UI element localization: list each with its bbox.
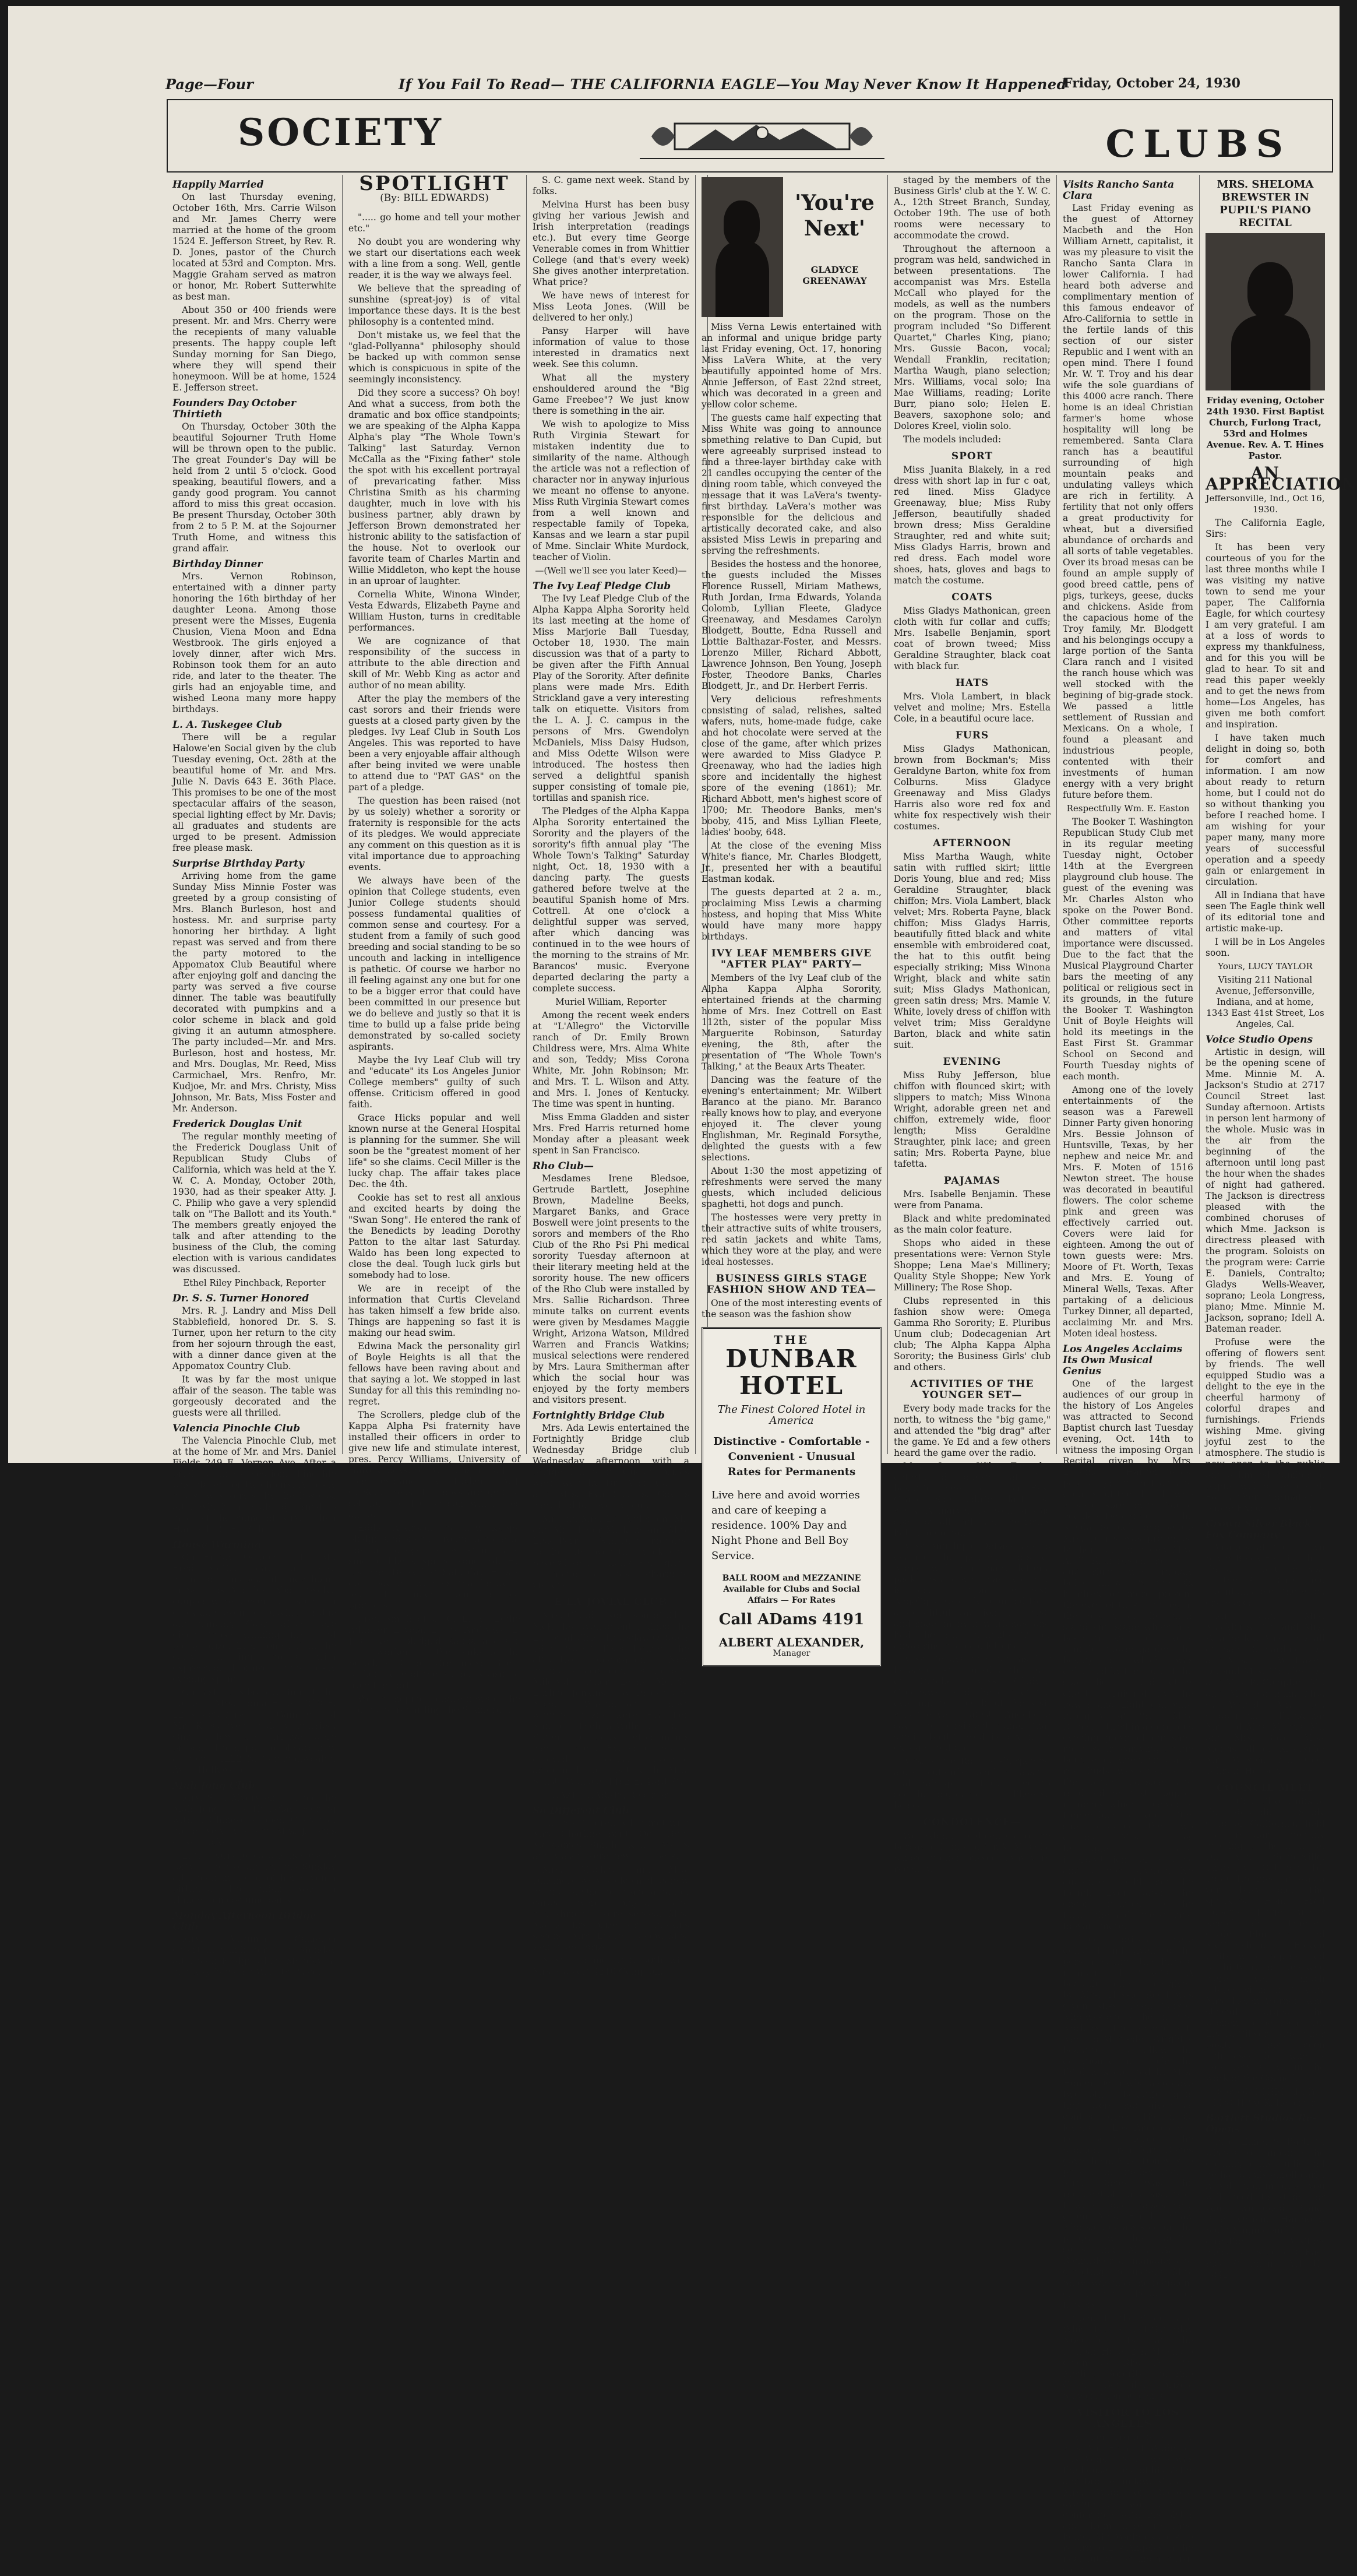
article-text: Mrs. Mackey and Mrs. Dinsmore were welcomed as new members. One hour, and a half of cards were played, and refreshments were served. Mrs. Mackey first prize, Mrs. Hawkins second, Mrs. Everett booby. Mrs. Kent guest prize. [533, 1864, 689, 1952]
article-text: Little Doris Jones was hostess to forty of her young friends Sunday afternoon in honor of her seventh birthday. The affair was a Hallowe'en costume party. [172, 1850, 336, 1905]
article-heading: House Warming [172, 1539, 262, 1551]
article-text: Besides the hostess and the honoree, the guests included the Misses Florence Russell, Miriam Mathews, Ruth Jordan, Irma Edwards, Yolanda Colomb, Lyllian Fleete, Gladyce Greenaway, and Mesdames Carolyn Blodgett, Boutte, Edna Russell and Lottie Balthazar-Foster, and Messrs. Lorenzo Miller, Richard Abbott, Lawrence Johnson, Ben Young, Joseph Foster, Theodore Banks, Charles Blodgett, Jr., and Dr. Herbert Ferris. [702, 559, 882, 691]
article-text: Miss Emma Gladden and sister Mrs. Fred Harris returned home Monday after a pleasant week spent in San Francisco. [533, 1112, 689, 1156]
article-text: I have taken much delight in doing so, both for comfort and information. I am now about ready to return home, but I could not do so without thanking you before I reached home. I am wishing for your paper many, many more years of successful operation and a speedy gain or enlargement in circulation. [1206, 733, 1325, 887]
article-text: Among the recent week enders at "L'Allegro" the Victorville ranch of Dr. Emily Brown Childress were, Mrs. Alma White and son, Teddy; Miss Corona White, Mr. John Robinson; Mr. and Mrs. T. L. Wilson and Atty. and Mrs. I. Jones of Kentucky. The time was spent in hunting. [533, 1010, 689, 1109]
page-header [8, 76, 1340, 99]
ad-manager: ALBERT ALEXANDER, [718, 1635, 865, 1649]
article-text: We are hoping to have news of the northland regarding the Stanford-U. [348, 1694, 520, 1715]
article-text: The regular monthly meeting of the Frederick Douglass Unit of Republican Study Clubs of California, which was held at the Y. W. C. A. Monday, October 20th, 1930, had as their speaker Atty. J. C. Philip who gave a very splendid talk on "The Ballott and its Youth." The members greatly enjoyed the talk and after attending to the business of the Club, the coming election with is various candidates was discussed. [172, 1131, 336, 1275]
article-heading: Crown Silver Black Fox Company [1206, 1518, 1312, 1541]
article-text: The Pledges of the Alpha Kappa Alpha Sorority entertained the Sorority and the players of the sorority's fifth annual play "The Whole Town's Talking" Saturday night, Oct. 18, 1930 with a dancing party. The guests gathered before twelve at the beautiful Spanish home of Mrs. Cottrell. At one o'clock a delightful supper was served, after which dancing was continued in to the wee hours of the morning to the strains of Mr. Barancos' music. Everyone departed declaring the party a complete success. [533, 806, 689, 994]
article-text: The So Different Club met with Mrs. Charline Britt, Oct. 16th. Mesdames Smith, Kent, Myers and Mason were new members. [533, 1818, 689, 1861]
article-text: The hostesses were very pretty in their attractive suits of white trousers, red satin jackets and white Tams, which they wore at the play, and were ideal hostesses. [702, 1212, 882, 1267]
article-text: About 1:30 the most appetizing of refreshments were served the many guests, which included delicious spaghetti, hot dogs and punch. [702, 1166, 882, 1209]
article-heading: AN APPRECIATION [1206, 463, 1357, 494]
ad-tagline: The Finest Colored Hotel in America [717, 1403, 866, 1427]
article-text: Last Friday evening as the guest of Attorney Macbeth and the Hon William Arnett, capitalist, it was my pleasure to visit the Rancho Santa Clara in lower California. I had heard both adverse and complimentary mention of this famous endeavor of Afro-California to settle in the fertile lands of this section of our sister Republic and I went with an open mind. There I found Mr. W. T. Troy and his dear wife the sole guardians of this 4000 acre ranch. There home is an ideal Christian farmer's home whose hospitality will long be remembered. Santa Clara ranch has a beautiful surrounding of high mountain peaks and undulating valleys which are rich in fertility. A fertility that not only offers a great productivity for wheat, but a diversified abundance of orchards and all sorts of table vegetables. Over its broad mesas can be found an ample supply of good breed cattle, pens of pigs, turkeys, geese, ducks and chickens. Aside from the capacious home of the Troy family, Mr. Blodgett and his belongings occupy a large portion of the Santa Clara ranch and I visited the ranch house which was well stocked with the begining of big-grade stock. We passed a little settlement of Russian and Mexicans. On a whole, I found a pleasant and industrious people, contented with their investments of human energy with a very bright future before them. [1063, 203, 1193, 800]
article-text: staged by the members of the Business Girls' club at the Y. W. C. A., 12th Street Branch, Sunday, October 19th. The use of both rooms were necessary to accommodate the crowd. [894, 175, 1051, 241]
article-heading: Mah Jong Club [172, 1780, 255, 1792]
article-text: Miss Ruby Jefferson, blue chiffon with flounced skirt; with slippers to match; Miss Winona Wright, adorable green net and chiffon, extremely wide, floor length; Miss Geraldine Straughter, pink lace; and green satin; Mrs. Roberta Payne, blue tafetta. [894, 1070, 1051, 1169]
article-heading: E LA JOVIAL CLUB [554, 1596, 668, 1608]
article-text: Mrs. Viola Lambert, in black velvet and moline; Mrs. Estella Cole, in a beautiful ocure lace. [894, 691, 1051, 724]
article-heading: IVY LEAF MEMBERS GIVE "AFTER PLAY" PARTY— [711, 948, 872, 970]
issue-date: Friday, October 24, 1930 [1063, 76, 1240, 91]
article-text: The Scrollers, pledge club of the Kappa Alpha Psi fraternity have installed their officers in order to give new life and stimulate interest, pres. Percy Williams, University of Haro-Knocks, Bill Williams, L. A. J. C. vice-Pres.; and Calvin Tucker, L. A. J. C. Secy-Treas. The boys are getting set for the big season which lies ahead. [348, 1410, 520, 1520]
article-text: Miss Gladys Mathonican, green cloth with fur collar and cuffs; Mrs. Isabelle Benjamin, sport coat of brown tweed; Miss Geraldine Straughter, black coat with black fur. [894, 606, 1051, 671]
article-text: Mrs. Marie Rout is sharpening a group of girls from her class for "rah, rah spirit." They expect to see the "big game," and likewise be seen. [894, 1756, 1051, 1811]
article-text: Miss Gladys Mathonican, brown from Bockman's; Miss Geraldyne Barton, white fox from Colburns. Miss Gladyce Greenaway and Miss Gladys Harris also wore red fox and white fox respectively wish their costumes. [894, 744, 1051, 832]
article-text: Grace Hicks popular and well known nurse at the General Hospital is planning for the summer. She will soon be the "greatest moment of her life" so she claims. Cecil Miller is the lucky chap. The affair takes place Dec. the 4th. [348, 1113, 520, 1190]
article-text: Every body made tracks for the north, to witness the "big game," and attended the "big drag" after the game. Ye Ed and a few others heard the game over the radio. [894, 1403, 1051, 1458]
column-1 [167, 175, 343, 1977]
article-text: The question has been raised (not by us solely) whether a sorority or fraternity is responsible for the acts of its pledges. We would appreciate any comment on this question as it is vital importance due to approaching events. [348, 796, 520, 872]
article-text: Among one of the lovely entertainments of the season was a Farewell Dinner Party given honoring Mrs. Bessie Johnson of Huntsville, Texas, by her nephew and neice Mr. and Mrs. F. Moten of 1516 Newton street. The house was decorated in beautiful flowers. The color scheme pink and green was effectively carried out. Covers were laid for eighteen. Among the out of town guests were: Mrs. Moore of Ft. Worth, Texas and Mrs. E. Young of Mineral Wells, Texas. After partaking of a delicious Turkey Dinner, all departed, acclaiming Mr. and Mrs. Moten ideal hostess. [1063, 1085, 1193, 1339]
section-heading: PAJAMAS [943, 1175, 1001, 1187]
spotlight-byline: (By: BILL EDWARDS) [380, 192, 489, 204]
article-text: Three prizes were donated and given to the person selling the largest number of tickets. A beautiful coffee table given by Mrs. Hassie Reed was given Miss Helen Carson who was one of the untiring workers. The second gift went to Mercedes Wright a beautiful silk pillow the donation of her uncle; the third was donated by Mrs. Homer Dean who also gave two other beautiful gifts that were not given as contest prizes. The music lovers of Los Angeles will not soon forget the wonderful treat Mrs. Dones gave them. Mrs. Dones is to present in another recital. Mrs. Dones was the recipient of many baskets of flowers. Loud praises were given Mrs. Frieda Shaw who so ably assisted on the program with her beautiful solos and Mrs. A. C. Richardson as manager and directing the ushers. Mrs. Shaw was also the recipient of a huge bouquet of flowers. [1063, 1934, 1193, 2310]
article-text: Mrs. S. T. Myers entertained the Mah Jong club Thursday evening with a Chinese supper. Guests of honor were Atty. and Mrs. J. Jones of Kentucky. [172, 1793, 336, 1847]
article-text: On Thursday, October 30th the beautiful Sojourner Truth Home will be thrown open to the public. The great Founder's Day will be held from 2 until 5 o'clock. Good speaking, beautiful flowers, and a gandy good program. You cannot afford to miss this great occasion. Be present Thursday, October 30th from 2 to 5 P. M. at the Sojourner Truth Home, and witness this grand affair. [172, 421, 336, 554]
article-heading: Happily Married [172, 179, 264, 191]
article-text: One of the largest audiences of our group in the history of Los Angeles was attracted to Second Baptist church last Tuesday evening, Oct. 14th to witness the imposing Organ Recital given by Mrs. Luvenia Harper-Dones, popular young matron and organist of the church, who was sponsored by the Young People's Department of the Sunday School. Long before Mrs. Dones was presented by her able manager, Mrs. A. C. Richardson, the main auditorium was rapidly being filled. By the six hundred or more present the eyes of these thrilled at the beauty of the choir stand and stage which had been transformed into a ventable flower garden, the beauty of which was enhanced by the glow of the spot lights, and other effects furnished by the Power and Light company. Promptly at 8:15 Mrs. Dones, attired in a gorgeous evening gown of egg-shell moire satin, carrying a huge bouquet of American beauty rose buds, was escorted to the organ console and rendered her first group of numbers which received a tremendous encore after she rendered the two groups. Mrs. Dones technique and interpretation were superb, and a more appreciative audience could not be found. Even after the encore number to the finale, the audience seemed to want more. [1063, 1378, 1193, 1931]
article-text: We are cognizance of that responsibility of the success in attribute to the able direction and skill of Mr. Webb King as actor and author of no mean ability. [348, 636, 520, 691]
ad-the: THE [773, 1333, 810, 1347]
article-signature: Ethel Riley Pinchback, Reporter [183, 1278, 326, 1288]
article-text: Black and white predominated as the main color feature. [894, 1213, 1051, 1235]
article-heading: Voice Studio Opens [1206, 1034, 1313, 1046]
article-text: About 350 or 400 friends were present. Mr. and Mrs. Cherry were the recepients of many valuable presents. The happy couple left Sunday morning for San Diego, where they will spend their honeymoon. Will be at home, 1524 E. Jefferson street. [172, 305, 336, 393]
article-text: Mesdames Irene Bledsoe, Gertrude Bartlett, Josephine Brown, Madeline Beeks, Margaret Banks, and Grace Boswell were joint presents to the sorors and members of the Rho Club of the Rho Psi Phi medical sorority Tuesday afternoon at their literary meeting held at the sorority house. The new officers of the Rho Club were installed by Mrs. Sallie Richardson. Three minute talks on current events were given by Mesdames Maggie Wright, Arizona Watson, Mildred Warren and Francis Watkins; musical selections were rendered by Mrs. Laura Smitherman after which the social hour was enjoyed by the forty members and visitors present. [533, 1173, 689, 1405]
masthead [167, 99, 1333, 173]
article-text: Next meeting, Oct. 30th with Mrs. Calvert 4216 Compton. [533, 1955, 689, 1977]
article-text: The Valencia Pinochle Club, met at the home of Mr. and Mrs. Daniel Fields 249 E. Vernon Ave. After a brief business session. Pinochle was played for two hours. A lovely repast was served by the hostess, after which the club adjourned to meet at the home of Mrs. Lillian Harris 1134 E. 10th St. [172, 1435, 336, 1535]
ad-manager-title: Manager [773, 1649, 810, 1658]
ad-hotel-name: DUNBAR HOTEL [725, 1345, 858, 1400]
section-heading: SPORT [951, 451, 993, 462]
masthead-clubs: CLUBS [1105, 122, 1291, 166]
article-signature: HAZEL HARRIS, Reporter. [552, 1790, 670, 1800]
photo-caption-details: Friday evening, October 24th 1930. First Baptist Church, Furlong Tract, 53rd and Holmes Avenue. Rev. A. T. Hines Pastor. [1206, 395, 1324, 461]
article-text: On Friday, October 17th, Mr. Fred McGee, gave a house warming at his beautiful new home in San Los Angeles. About twelve couples were present and spent an enjoyable evening playing bridge and dancing. Cash prizes were given those winning first and booby prize. Every one left in the early morning hours with expression of praise for the lovely evening spent. [172, 1552, 336, 1684]
article-heading: Los Angeles Acclaims Its Own Musical Genius [1063, 1343, 1183, 1377]
article-signature: Yours, LUCY TAYLOR [1218, 961, 1313, 972]
article-heading: Frederick Douglas Unit [172, 1118, 302, 1130]
article-text: Mrs. Claudie Robinson of 3438 McKinley avenue entertained the La Jovial Girls, Thursday, October 16th. Sweet Peas formed the attractive decoration. New members accepted as follows: Mildred Tucker, Leona Morris, Earline Jenkins, Fay Brown and Nicola Washington. Those winning prizes were Eva Lee Mitchell, Thelma Willis and Ruth Butler. Delicious refreshments were served. Everyone having enjoyed a pleasant evening adjourned to meet with Mrs. Sylista Wallace, 1462 E. 43rd St. [533, 1610, 689, 1787]
column-4 [696, 175, 888, 1658]
article-heading: Monday Afternoon Bridge Club [172, 1910, 316, 1933]
portrait-photo [1206, 233, 1325, 390]
article-text: Throughout the afternoon a program was held, sandwiched in between presentations. The accompanist was Mrs. Estella McCall who played for the models, as well as the numbers on the program. Those on the program included "So Different Quartet," Charles King, piano; Mrs. Gussie Bacon, vocal; Wendall Franklin, recitation; Martha Waugh, piano selection; Mrs. Williams, vocal solo; Ina Mae Williams, reading; Lorite Burr, piano solo; Helen E. Beavers, saxophone solo; and Dolores Kreel, violin solo. [894, 244, 1051, 431]
article-text: Melvina Hurst has been busy giving her various Jewish and Irish interpretation (readings etc.). But every time George Venerable comes in from Whittier College (and that's every week) She gives another interpretation. What price? [533, 199, 689, 287]
article-text: We have news of interest for Miss Leota Jones. (Will be delivered to her only.) [533, 290, 689, 323]
article-text: All in Indiana that have seen The Eagle think well of its editorial tone and artistic make-up. [1206, 890, 1325, 934]
article-text: S. C. game next week. Stand by folks. [533, 175, 689, 196]
article-text: The guests departed at 2 a. m., proclaiming Miss Lewis a charming hostess, and hoping that Miss White would have many more happy birthdays. [702, 887, 882, 942]
article-text: I will be in Los Angeles soon. [1206, 937, 1325, 958]
article-text: Mrs. R. J. Landry and Miss Dell Stabblefield, honored Dr. S. S. Turner, upon her return to the city from her sojourn through the east, with a dinner dance given at the Appomatox Country Club. [172, 1305, 336, 1371]
section-heading: COUNCIL MEET [1216, 1782, 1314, 1794]
article-heading: Birthday Dinner [172, 558, 263, 570]
article-heading: Dr. S. S. Turner Honored [172, 1293, 309, 1304]
youre-next-title: 'You're Next' [795, 191, 875, 241]
article-text: Mrs. Ada Lewis entertained the Fortnightly Bridge club Wednesday Bridge club Wednesday afternoon with a bridge luncheon. Guests prizes were won by Dr. Alice Garrott and Mrs. Eva Skanks. Covers were laid for twenty-four. [533, 1423, 689, 1511]
article-heading: BUSINESS GIRLS STAGE FASHION SHOW AND TEA— [706, 1273, 877, 1296]
letter-dateline: Jeffersonville, Ind., Oct 16, 1930. [1206, 493, 1325, 515]
newspaper-page [8, 6, 1357, 2575]
article-text: There will be a regular Halowe'en Social given by the club Tuesday evening, Oct. 28th at the beautiful home of Mr. and Mrs. Julie N. Davis 643 E. 36th Place. This promises to be one of the most spectacular affairs of the season, special lighting effect by Mr. Davis; all graduates and students are urged to be present. Admission free please mask. [172, 732, 336, 853]
spotlight-title: SPOTLIGHT [359, 172, 510, 195]
article-text: Very delicious refreshments consisting of salad, relishes, salted wafers, nuts, home-made fudge, cake and hot chocolate were served at the close of the game, after which prizes were awarded to Miss Gladyce P. Greenaway, who had the ladies high score and incidentally the highest score of the evening (1861); Mr. Richard Abbott, men's highest score of 1700; Mr. Theodore Banks, men's booby, 415, and Miss Lyllian Fleete, ladies' booby, 648. [702, 694, 882, 837]
photo-caption: MRS. SHELOMA BREWSTER IN PUPIL'S PIANO RECITAL [1217, 178, 1314, 229]
column-2 [343, 172, 527, 1715]
article-text: Mrs. Isabelle Benjamin. These were from Panama. [894, 1189, 1051, 1210]
article-text: No doubt you are wondering why we start our disertations each week with a line from a song. Well, gentle reader, it is the way we always feel. [348, 237, 520, 280]
article-text: Arriving home from the game Sunday Miss Minnie Foster was greeted by a group consisting of Mrs. Blanch Burleson, host and hostess. Mr. and surprise party honoring her birthday. A light repast was served and from there the party motored to the Appomatox Club Beautiful where after enjoying golf and dancing the party was served a five course dinner. The table was beautifully decorated with pumpkins and a color scheme in black and gold giving it an autumn atmosphere. The party included—Mr. and Mrs. Burleson, host and hostess, Mr. and Mrs. Douglas, Mr. Reed, Miss Carmichael, Mrs. Renfro, Mr. Kudjoe, Mr. and Mrs. Christy, Miss Johnson, Mr. Bats, Miss Foster and Mr. Anderson. [172, 871, 336, 1114]
article-text: It was by far the most unique affair of the season. The table was gorgeously decorated and the guests were all thrilled. [172, 1374, 336, 1418]
article-text: Miss Juanita Blakely, in a red dress with short lap in fur c oat, red lined. Miss Gladyce Greenaway, blue; Miss Ruby Jefferson, beautifully shaded brown dress; Miss Geraldine Straughter, red and white suit; Miss Gladys Harris, brown and red dress. Each model wore shoes, hats, gloves and bags to match the costume. [894, 464, 1051, 586]
article-signature: Respectfully Wm. E. Easton [1066, 803, 1190, 814]
article-text: The Council of Units of the Republican Study Club of California, held its regular monthly meeting at the home of Dr. Vada Somerville, Thursday, October 16, 1930. The meeting was a very busy one. The speakers Hon. Fred Roberts, Judge Arthur Keetch, Sheriff Traeger, Clyde Plummer and McClanahan. Eleven Units were represented by thirty-five persons who were very much interested in the talk by Mrs. Helen Werner, who strongly urged the women to be loyal. Dr. Elsora Gibson, who in her position has been indisposed but who is now very active in the work of the Council. [1206, 1796, 1325, 2084]
column-3 [527, 175, 696, 1977]
article-text: On last Thursday evening, October 16th, Mrs. Carrie Wilson and Mr. James Cherry were married at the home of the groom 1524 E. Jefferson Street, by Rev. R. D. Jones, pastor of the Church located at 53rd and Compton. Mrs. Maggie Graham served as matron or honor, Mr. Robert Sutterwhite as best man. [172, 192, 336, 302]
section-heading: ACTIVITIES OF THE YOUNGER SET— [910, 1378, 1034, 1401]
letter-salutation: The California Eagle, Sirs: [1206, 518, 1325, 539]
article-text: Shops who aided in these presentations were: Vernon Style Shoppe; Lena Mae's Millinery; Quality Style Shoppe; New York Millinery; The Rose Shop. [894, 1238, 1051, 1293]
section-heading: COATS [951, 592, 993, 603]
article-heading: Bartlett Studios Re-Opens [1206, 2113, 1317, 2135]
article-signature: (Signed) ETHEL LILEY PINCHBACK, Reporter. [1213, 2086, 1317, 2108]
article-text: On last Tuesday evening at the home of Mrs. Donia Hale, 1318 E. 22 Street, Miss Julia Gamble, and Mr. Kelso were quietly married. Only a few close friends were present. The happy couple are now at home, 1222 N. Commonwealth, Ave., Hollywood. [172, 1687, 336, 1775]
article-text: What all the mystery enshouldered around the "Big Game Freebee"? We just know there is something in the air. [533, 372, 689, 416]
article-text: It has been very courteous of you for the last three months while I was visiting my native town to send me your paper, The California Eagle, for which courtesy I am very grateful. I am at a loss of words to express my thankfulness, and for this you will be glad to hear. To sit and read this paper weekly and to get the news from home—Los Angeles, has given me both comfort and inspiration. [1206, 542, 1325, 730]
article-text: After the play the members of the cast sorors and their friends were guests at a closed party given by the pledges. Ivy Leaf Club in South Los Angeles. This was reported to have been a very enjoyable affair although after being invited we were unable to attend due to "PAT GAS" on the part of a pledge. [348, 694, 520, 793]
article-text: Miss Angelique DeLavallade is causing the postman lots of worry, with her many letters, packages and what have you, she is receiving from the east. Angelique recently returned from a delightful vacation trip east, and made many new friends, and had the rare delights (?) of answering heaps of letters. [894, 1541, 1051, 1651]
article-heading: Surprise Birthday Party [172, 858, 304, 870]
article-text: Mr. and Mrs. Muckleroy, Mr. and Mrs. Weatherley, Mrs. Inez all of San Bernardino; Dr. and Mrs. T. T. Whittaker, Dr. and Mrs. McRiley, Dr. and Mrs. R. Compton, Mr. and Mrs. Graham, Mrs. C. Wright, Mr. Jack Clipper, all of Pasadena; Mr. and Mrs. Morris, Mr. and Mrs. Boyd, Miss Morris all of Riverside; Mr. Wilson, Mr. Geo. Tolman, Hesperia. [1206, 1611, 1325, 1776]
article-text: Miss Martha Waugh, white satin with ruffled skirt; little Doris Young, blue and red; Miss Geraldine Straughter, black chiffon; Mrs. Viola Lambert, black velvet; Mrs. Roberta Payne, black chiffon; Miss Gladys Harris, beautifully fitted black and white ensemble with embroidered coat, the hat to this outfit being especially striking; Miss Winona Wright, black and white satin suit; Miss Gladys Mathonican, green satin dress; Mrs. Mamie V. White, lovely dress of chiffon with velvet trim; Miss Geraldyne Barton, black and white satin suit. [894, 851, 1051, 1050]
article-signature: Visiting 211 National Avenue, Jeffersonville, Indiana, and at home, 1343 East 41st Street, Los Angeles, Cal. [1206, 974, 1324, 1029]
photo-caption: GLADYCE GREENAWAY [802, 265, 867, 286]
section-heading: CONDOLENCE— [923, 1817, 1021, 1828]
ad-features: Distinctive - Comfortable - Convenient - Unusual Rates for Permanents [713, 1435, 870, 1478]
article-text: Cookie has set to rest all anxious and excited hearts by doing the "Swan Song". He entered the rank of the Benedicts by leading Dorothy Patton to the altar last Saturday. Waldo has been long expected to close the deal. Tough luck girls but somebody had to lose. [348, 1192, 520, 1280]
article-text: The Ivy Leaf Pledge Club of the Alpha Kappa Alpha Sorority held its last meeting at the home of Miss Marjorie Ball Tuesday, October 18, 1930. The main discussion was that of a party to be given after the Fifth Annual Play of the Sorority. After definite plans were made Mrs. Edith Strickland gave a very interesting talk on etiquette. Visitors from the L. A. J. C. campus in the persons of Mrs. Gwendolyn McDaniels, Miss Daisy Hudson, and Miss Odette Wilson were introduced. The hostess then served a delightful spanish supper consisting of tomale pie, tortillas and spanish rice. [533, 593, 689, 803]
article-text: Fred Smith of U. C. L. A.; Eddie Atkinson Loyola, Laurie Andrews, L. J. C. were pledged Kappa and are hard workers in the ranks of the Scrollers Club. Greetings: Guest Ricketts one of the Kappa is visiting from the north. [348, 1614, 520, 1691]
article-heading: The Ivy Leaf Pledge Club [533, 580, 671, 592]
ad-ballroom: BALL ROOM and MEZZANINE Available for Clubs and Social Affairs — For Rates [722, 1574, 861, 1605]
section-heading: EVENING [943, 1056, 1002, 1068]
article-text: Members of the Ivy Leaf club of the Alpha Kappa Alpha Sorority, entertained friends at the charming home of Mrs. Inez Cottrell on East 112th, sister of the popular Miss Marguerite Robinson, Saturday evening, the 8th, after the presentation of "The Whole Town's Talking," at the Beaux Arts Theater. [702, 973, 882, 1072]
article-heading: Rho Club— [533, 1160, 594, 1172]
masthead-society: SOCIETY [238, 111, 443, 154]
article-text: Cornelia White, Winona Winder, Vesta Edwards, Elizabeth Payne and William Huston, turns in creditable performances. [348, 589, 520, 633]
article-text: Did they score a success? Oh boy! And what a success, from both the dramatic and box office standpoints; we are speaking of the Alpha Kappa Alpha's play "The Whole Town's Talking" last Saturday. Vernon McCalla as the "Fixing father" stole the spot with his excellent portrayal of prevaricating father. Miss Christina Smith as his charming daughter, much in love with his business partner, ably drawn by Jefferson Brown demonstrated her histronic ability to the satisfaction of the house. Not to overlook our favorite team of Charles Martin and Willie Middleton, who kept the house in an uproar of laughter. [348, 388, 520, 586]
article-heading: Valencia Pinochle Club [172, 1423, 301, 1434]
article-text: Don't mistake us, we feel that the "glad-Pollyanna" philosophy should be backed up with common sense which is conspicuous in spite of the seemingly inconsistency. [348, 330, 520, 385]
article-text: The models included: [903, 434, 1002, 445]
article-text: Prof. Elmer S. Bartlett, wishes to announce the opening of his studio and he has pupils enroll early. A reduction in price, you will need to study for your own good. Piano, Pipe Organ, Harmony, Sight Singing and Chorus direction. Visitors welcome. Studio 8 East Pico St. Phone, ATlantic 7842. [1206, 2137, 1325, 2280]
article-text: We wish to apologize to Miss Ruth Virginia Stewart for mistaken indentity due to similarity of the name. Although the article was not a reflection of character nor in anyway injurious we meant no offense to anyone. Miss Ruth Virginia Stewart comes from a well known and respectable family of Topeka, Kansas and we learn a star pupil of Mme. Sinclair White Murdock, teacher of Violin. [533, 419, 689, 562]
article-text: Edwina Mack the personality girl of Boyle Heights is all that the fellows have been raving about and that saying a lot. We stopped in last Sunday for all this this reminding no-regret. [348, 1341, 520, 1407]
article-text: Miss DeLavallade had as her house guest, Thursday, the 16th of October, Miss Gladyce Greenaway, and the end of the evening, the result of the visit was the very "latest." Angelique says the persistent rumor that she is about to wed, is very much exaggerated (?). [894, 1654, 1051, 1753]
article-signature: —(Well we'll see you later Keed)— [535, 565, 687, 576]
article-text: Mrs. Vernon Robinson, entertained with a dinner party honoring the 16th birthday of her daughter Leona. Among those present were the Misses, Eugenia Chusion, Viena Moon and Edna Westbrook. The girls enjoyed a lovely dinner, after wich Mrs. Robinson took them for an auto ride, and later to the theater. The girls had an enjoyable time, and wished Leona many more happy birthdays. [172, 571, 336, 715]
article-text: Profuse were the offering of flowers sent by friends. The well equipped Studio was a delight to the eye in the cheerful harmony of colorful drapes and furnishings. Friends wishing Mme. giving joyful zest to the atmosphere. The studio is now open to the public and a limited number of pupils will be accepted. For further information—phone EXposition 5079. [1206, 1337, 1325, 1514]
article-text: Miss Verna Lewis entertained with an informal and unique bridge party last Friday evening, Oct. 17, honoring Miss LaVera White, at the very beautifully appointed home of Mrs. Annie Jefferson, of East 22nd street, which was decorated in a green and yellow color scheme. [702, 322, 882, 410]
portrait-photo [702, 177, 783, 317]
section-heading: VISITOR TO LOS ANGELES— [1077, 2407, 1179, 2430]
header-slogan: If You Fail To Read— THE CALIFORNIA EAGLE—You May Never Know It Happened [399, 76, 1067, 93]
section-heading: FURS [955, 730, 989, 741]
article-text: Dancing was the feature of the evening's entertainment; Mr. Wilbert Baranco at the piano. Mr. Baranco really knows how to play, and everyone enjoyed it. The clever young Englishman, Mr. Reginald Forsythe, delighted the guests with a few selections. [702, 1075, 882, 1163]
article-text: A recent visitor to our city was Mr. Emmett Wade, of Las Vegas, Nev., who was the house guest of his sister and brother-in-law, Mr. and Mrs. Wade of Budlong avenue. He was here in conference with his sister and from here returned home. Mr. Wade expects to return to Los Angeles in the near future for another visit soon. [1063, 2432, 1193, 2575]
article-signature: Muriel William, Reporter [555, 997, 667, 1007]
article-text: The guests came half expecting that Miss White was going to announce something relative to Dan Cupid, but were agreeably surprised instead to find a three-layer birthday cake with 21 candles occupying the center of the dining room table, which conveyed the message that it was LaVera's twenty-first birthday. LaVera's mother was responsible for the delicious and artistically decorated cake, and also assisted Miss Lewis in preparing and serving the refreshments. [702, 413, 882, 556]
article-text: We extend condolences to the bereaved family of Mr. V. M. Otis, whose mother passed away very recently. [894, 1831, 1051, 1874]
article-heading: Visits Rancho Santa Clara [1063, 179, 1175, 202]
masthead-ornament-icon [640, 106, 884, 164]
article-heading: So Different Club [533, 1805, 629, 1817]
article-heading: Fortnightly Bridge Club [533, 1410, 665, 1421]
article-text: We are in receipt of the information that Curtis Cleveland has taken himself a few bride also. Things are happening so fast it is making our head swim. [348, 1283, 520, 1338]
article-text: At the close of the evening Miss White's fiance, Mr. Charles Blodgett, Jr., presented her with a beautiful Eastman kodak. [702, 840, 882, 884]
article-text: Artistic in design, will be the opening scene of Mme. Minnie M. A. Jackson's Studio at 2717 Council Street last Sunday afternoon. Artists in person lent harmony of the whole. Music was in the air from the beginning of the afternoon until long past the hour when the shades of night had gathered. The Jackson is directress pleased with the combined choruses of which Mme. Jackson is directress pleased with the program. Soloists on the program were: Carrie E. Daniels, Contralto; Gladys Wells-Weaver, soprano; Leola Longress, piano; Mme. Minnie M. Jackson, soprano; Idell A. Bateman reader. [1206, 1047, 1325, 1334]
column-5 [888, 175, 1057, 1874]
ad-phone: Call ADams 4191 [718, 1611, 865, 1628]
article-heading: Founders Day October Thirtieth [172, 397, 296, 420]
article-text: Pansy Harper will have information of value to those interested in dramatics next week. See this column. [533, 326, 689, 369]
article-text: Visitors at the Crown Silver Black Fox Ranch at the summit of Cajon Pass in the San Bernardino mountains over the week end were: [1206, 1542, 1325, 1608]
article-text: Eddie Atkinson the new Kappa pledge and star all-round athlete at Loyola college is whistling and singing like a spring songbird. He just met Daisy last Saturday. He's a good boy and we hope that he won't learn too much from his big brothers. [348, 1523, 520, 1611]
article-text: We believe that the spreading of sunshine (spreat-joy) is of vital importance these days. It is the best philosophy is a contented mind. [348, 283, 520, 327]
article-text: Mrs. Virginia Cameron entertained in honor of the Monday afternoon Bridge Club, Monday at her cosy home on W. 37th Place. [172, 1934, 336, 1977]
dunbar-hotel-ad [702, 1327, 882, 1667]
youre-next-feature [702, 175, 882, 322]
article-text: The Booker T. Washington Republican Study Club met in its regular meeting Tuesday night, October 14th at the Evergreen playground club house. The guest of the evening was Mr. Charles Alston who spoke on the Power Bond. Other committee reports and matters of vital importance were discussed. Due to the fact that the Musical Playground Charter bars the meeting of any political or religious sect in its grounds, in the future the Booker T. Washington Unit of Boyle Heights will hold its meetings in the East First St. Grammar School on Second and Fourth Tuesday nights of each month. [1063, 817, 1193, 1082]
page-number: Page—Four [165, 76, 253, 93]
article-text: Clubs represented in this fashion show were: Omega Gamma Rho Sorority; E. Pluribus Unum club; Dodecagenian Art club; The Alpha Kappa Alpha Sorority; the Business Girls' club and others. [894, 1296, 1051, 1373]
article-text: We always have been of the opinion that College students, even Junior College students should possess fundamental qualities of common sense and courtesy. For a student from a family of such good breeding and social standing to be so uncouth and lacking in intelligence is pathetic. Of course we harbor no ill feeling against any one but for one to be a bigger error that could have been committed in our presence but we do believe and justly so that it is time to build up a false pride being demonstrated by so-called society aspirants. [348, 875, 520, 1052]
article-text: Mrs. Irene Wilson-Forsythe entertained guests at her beautiful new home on East Grand, San Gabriel, last last week. A marvelous evening was spent by all and everyone really hated to go home. [894, 1461, 1051, 1538]
column-7 [1200, 175, 1357, 2280]
section-heading: AFTERNOON [933, 837, 1011, 849]
article-text: "..... go home and tell your mother etc." [348, 212, 520, 234]
article-text: Mr. and Mrs. Ed. Anderson, Mr. and Mrs. Peter Mickens and Mrs. Elsie Perry of San Diego motored to the city over the week end. Several social affairs were given in honor of these charming visitors. [533, 1514, 689, 1590]
section-heading: HATS [955, 677, 989, 689]
ad-body: Live here and avoid worries and care of keeping a residence. 100% Day and Night Phone and Bell Boy Service. [711, 1489, 860, 1562]
column-6 [1057, 175, 1200, 2575]
article-text: One of the most interesting events of the season was the fashion show [702, 1298, 882, 1319]
article-heading: L. A. Tuskegee Club [172, 719, 283, 731]
article-text: Come to the Bridge and Whist Tournament Saturday November 1st at the Dunbar Hotel 2 P. M. sharp given by Rho Psi Phi Medical Sorority and Rho Club. Beautiful prizes. Subscription 50 cents. [1063, 2313, 1193, 2401]
article-text: Maybe the Ivy Leaf Club will try and "educate" its Los Angeles Junior College members" guilty of such offense. Criticism offered in good faith. [348, 1055, 520, 1110]
